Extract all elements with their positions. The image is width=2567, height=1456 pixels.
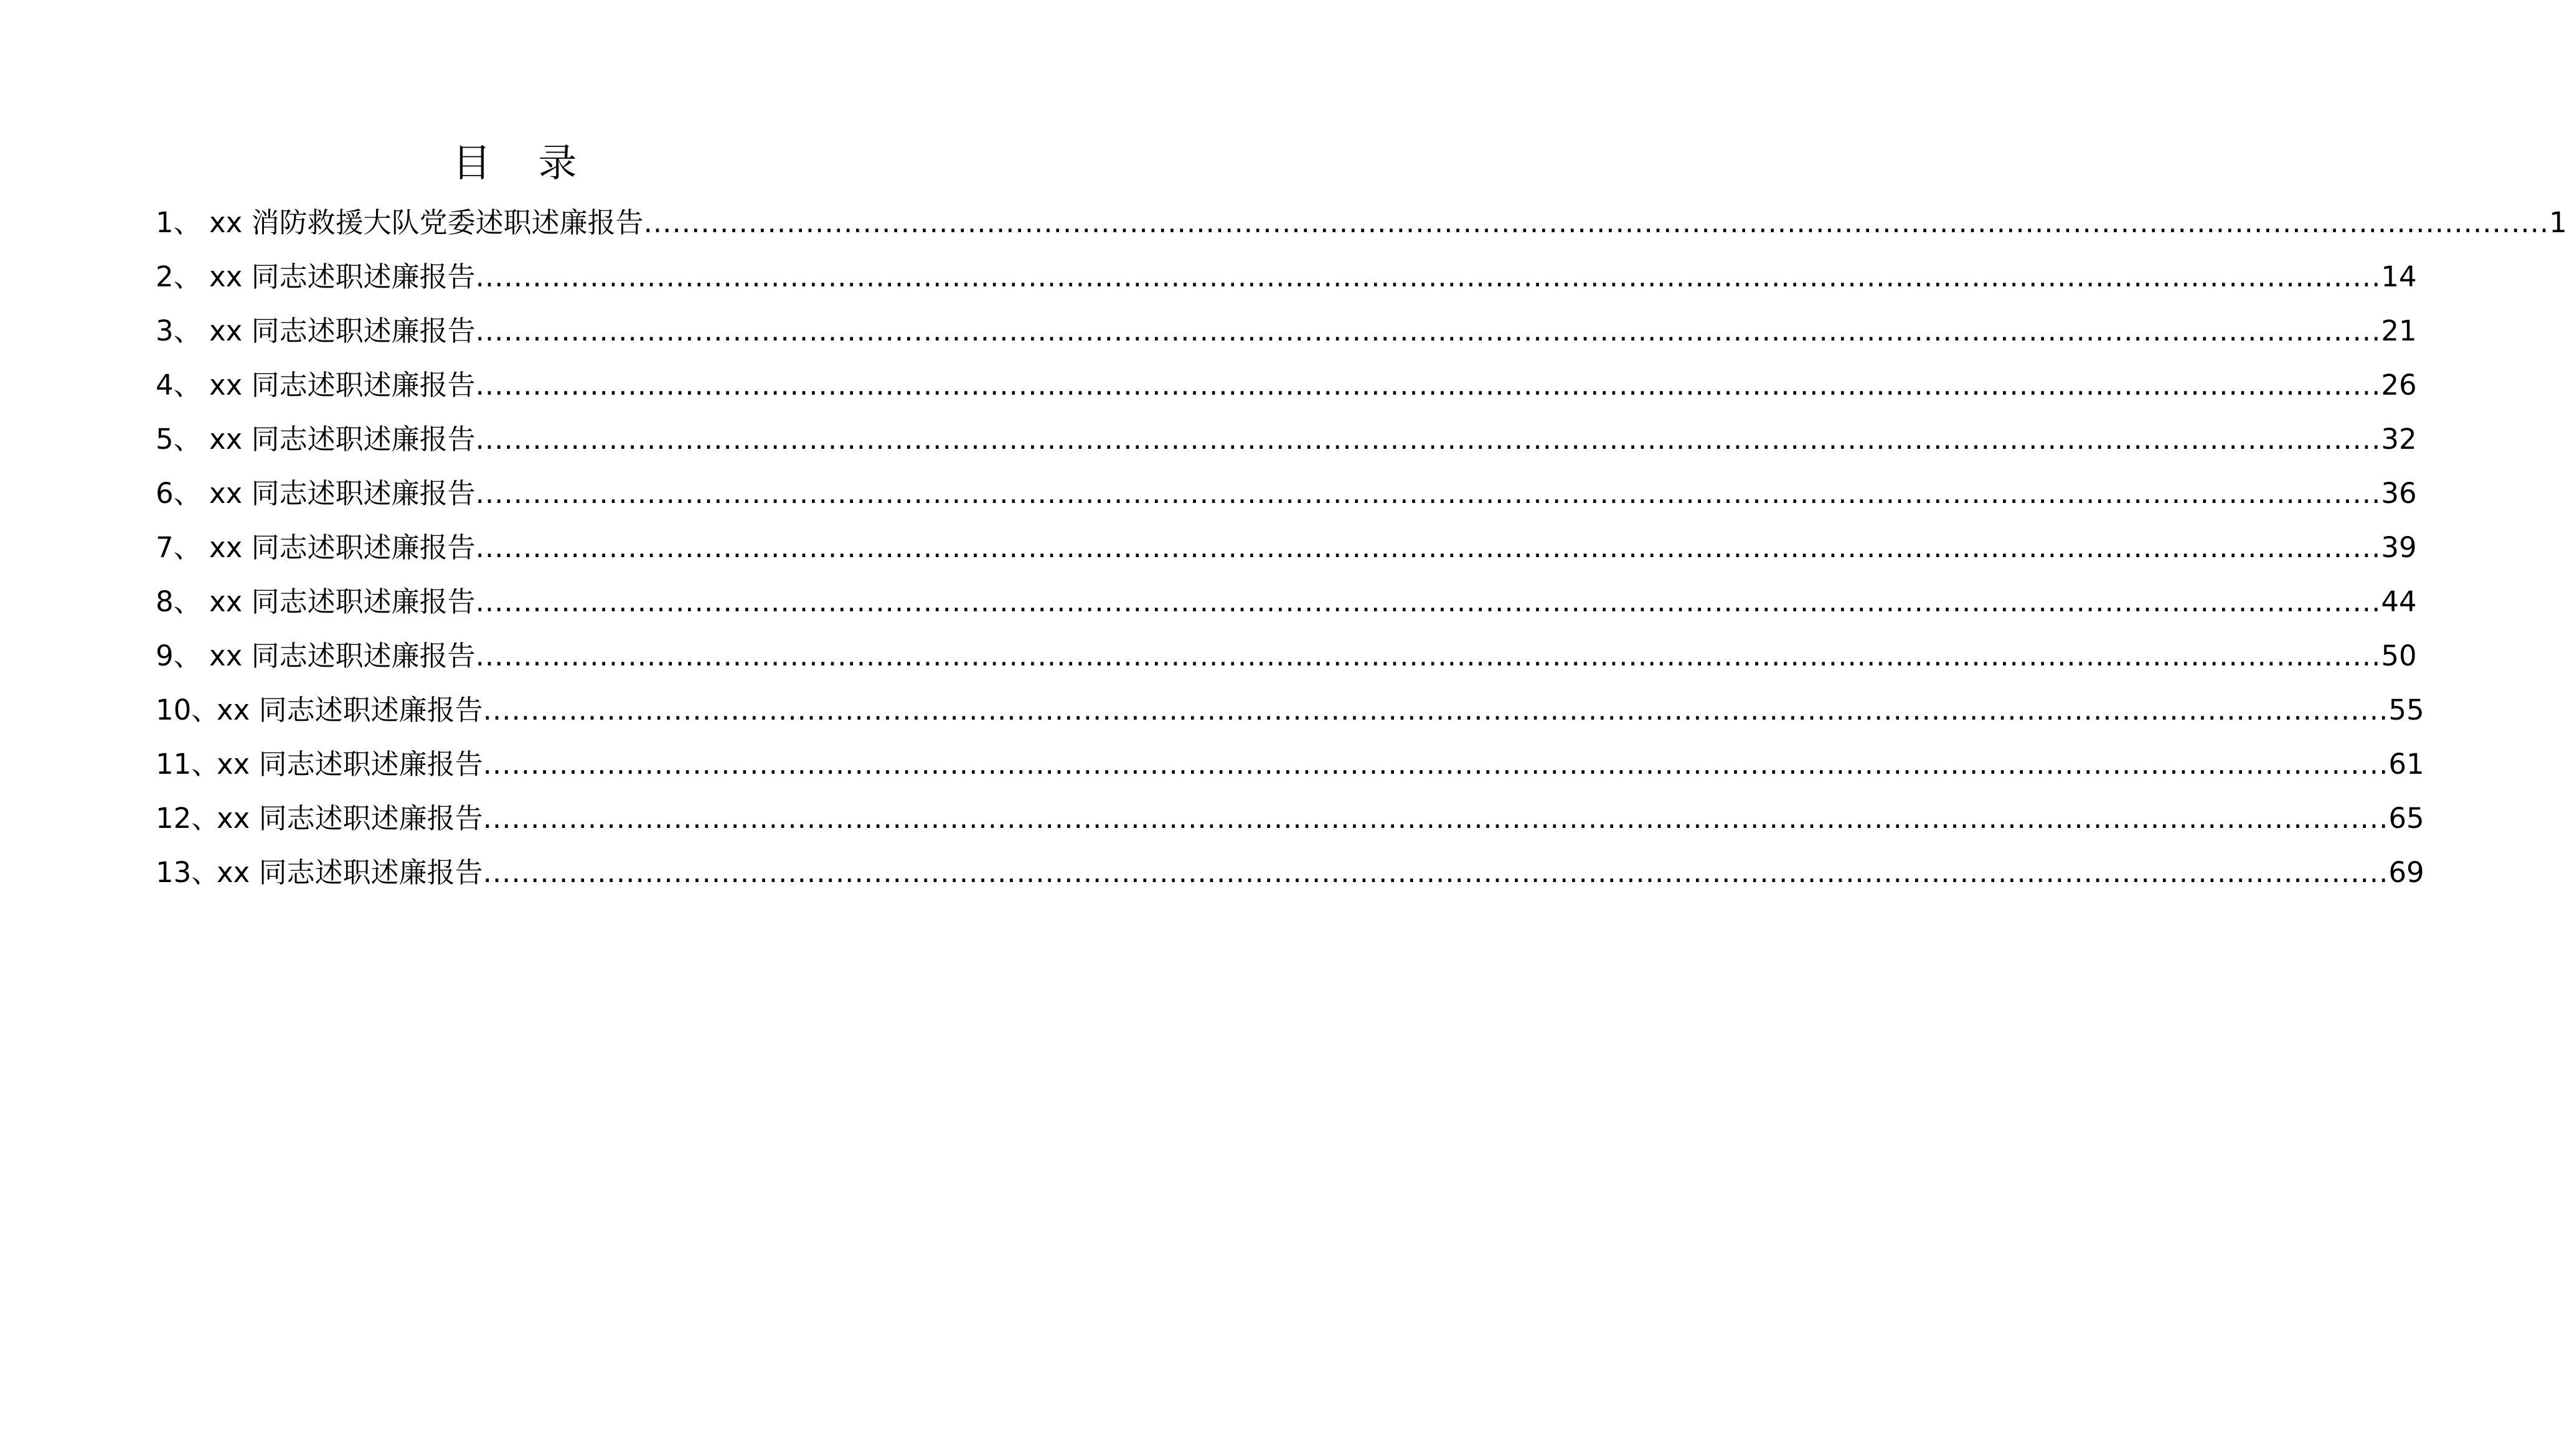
toc-dot-leader: ........................................................................................................................................................................................................ [643, 206, 2550, 239]
toc-title: 目 录 [452, 140, 595, 186]
toc-entry-line [217, 796, 2424, 841]
toc-entry-page-number: 44 [2381, 585, 2417, 618]
toc-dot-leader: ........................................................................................................................................................................................................ [475, 477, 2381, 510]
toc-entry-line [209, 309, 2417, 354]
toc-dot-leader: ........................................................................................................................................................................................................ [475, 314, 2381, 347]
toc-entry-title: xx 同志述职述廉报告 [209, 531, 476, 564]
toc-entry-line [209, 363, 2417, 408]
toc-entry-line [217, 742, 2424, 787]
toc-entry-page-number: 21 [2381, 314, 2417, 347]
toc-entry-page-number: 32 [2381, 423, 2417, 456]
toc-entry-number: 6、 [156, 477, 202, 510]
toc-dot-leader: ........................................................................................................................................................................................................ [475, 260, 2381, 293]
toc-entry-number: 5、 [156, 423, 202, 456]
toc-entry-page-number: 61 [2388, 748, 2424, 781]
toc-entry-line [209, 200, 2567, 245]
toc-entry-title: xx 同志述职述廉报告 [217, 856, 483, 889]
toc-entry-title: xx 同志述职述廉报告 [209, 423, 476, 456]
toc-entry-line [217, 688, 2424, 733]
toc-entry-number: 11、 [156, 748, 220, 781]
toc-entry-number: 13、 [156, 856, 220, 889]
toc-entry-line [209, 525, 2417, 570]
toc-entry-line [209, 634, 2417, 679]
toc-dot-leader: ........................................................................................................................................................................................................ [475, 585, 2381, 618]
toc-entry-title: xx 消防救援大队党委述职述廉报告 [209, 206, 644, 239]
toc-dot-leader: ........................................................................................................................................................................................................ [475, 531, 2381, 564]
toc-dot-leader: ........................................................................................................................................................................................................ [483, 802, 2389, 835]
toc-entry-page-number: 14 [2381, 260, 2417, 293]
toc-entry-line [209, 255, 2417, 299]
toc-entry-title: xx 同志述职述廉报告 [217, 693, 483, 726]
toc-dot-leader: ........................................................................................................................................................................................................ [475, 423, 2381, 456]
toc-entry-title: xx 同志述职述廉报告 [217, 802, 483, 835]
toc-entry-number: 9、 [156, 639, 202, 672]
toc-entry-page-number: 39 [2381, 531, 2417, 564]
toc-entry-page-number: 69 [2388, 856, 2424, 889]
toc-entry-title: xx 同志述职述廉报告 [209, 260, 476, 293]
toc-entry-page-number: 1 [2549, 206, 2567, 239]
toc-dot-leader: ........................................................................................................................................................................................................ [483, 856, 2389, 889]
toc-entry-number: 2、 [156, 260, 202, 293]
toc-entry-page-number: 65 [2388, 802, 2424, 835]
toc-dot-leader: ........................................................................................................................................................................................................ [475, 639, 2381, 672]
toc-entry-page-number: 50 [2381, 639, 2417, 672]
toc-entry-number: 12、 [156, 802, 220, 835]
toc-entry-number: 8、 [156, 585, 202, 618]
toc-entry-number: 7、 [156, 531, 202, 564]
toc-entry-number: 10、 [156, 693, 220, 726]
toc-dot-leader: ........................................................................................................................................................................................................ [475, 369, 2381, 402]
toc-entry-title: xx 同志述职述廉报告 [217, 748, 483, 781]
toc-entry-title: xx 同志述职述廉报告 [209, 314, 476, 347]
toc-entry-page-number: 36 [2381, 477, 2417, 510]
toc-entry-line [209, 471, 2417, 516]
toc-entry-number: 4、 [156, 369, 202, 402]
toc-entry-line [209, 417, 2417, 462]
toc-entry-number: 3、 [156, 314, 202, 347]
toc-entry-title: xx 同志述职述廉报告 [209, 585, 476, 618]
toc-entry-line [209, 580, 2417, 624]
toc-dot-leader: ........................................................................................................................................................................................................ [483, 748, 2389, 781]
toc-entry-number: 1、 [156, 206, 202, 239]
toc-dot-leader: ........................................................................................................................................................................................................ [483, 693, 2389, 726]
toc-entry-title: xx 同志述职述廉报告 [209, 369, 476, 402]
toc-entry-page-number: 26 [2381, 369, 2417, 402]
toc-entry-title: xx 同志述职述廉报告 [209, 639, 476, 672]
toc-entry-line [217, 850, 2424, 895]
toc-entry-title: xx 同志述职述廉报告 [209, 477, 476, 510]
toc-entry-page-number: 55 [2388, 693, 2424, 726]
